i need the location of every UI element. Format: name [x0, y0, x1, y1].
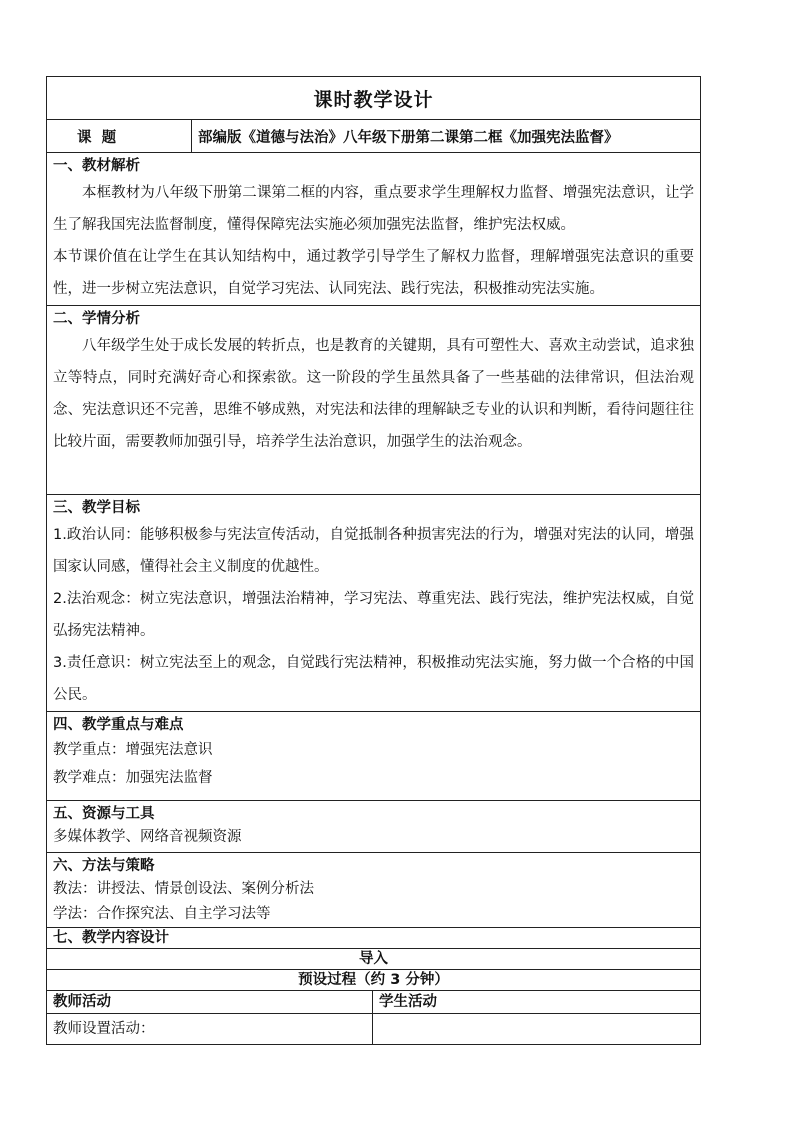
section-key-points	[47, 712, 701, 801]
goal-item: 1.政治认同：能够积极参与宪法宣传活动，自觉抵制各种损害宪法的行为，增强对宪法的认同，增强国家认同感，懂得社会主义制度的优越性。	[53, 527, 695, 575]
student-activity-cell	[373, 1014, 701, 1045]
section-heading: 六、方法与策略	[53, 858, 155, 874]
lesson-plan-page	[46, 76, 700, 1045]
key-point: 教学重点：增强宪法意识	[53, 742, 213, 758]
difficulty-point: 教学难点：加强宪法监督	[53, 770, 213, 786]
intro-row	[47, 949, 701, 970]
section-heading: 五、资源与工具	[53, 806, 155, 822]
teaching-method: 教法：讲授法、情景创设法、案例分析法	[53, 881, 314, 897]
section-methods	[47, 853, 701, 928]
section-student-analysis	[47, 306, 701, 495]
section-heading: 七、教学内容设计	[53, 930, 169, 946]
goal-item: 3.责任意识：树立宪法至上的观念，自觉践行宪法精神，积极推动宪法实施，努力做一个合格的中国公民。	[53, 655, 695, 703]
topic-value: 部编版《道德与法治》八年级下册第二课第二框《加强宪法监督》	[192, 120, 701, 153]
section-textbook-analysis	[47, 153, 701, 306]
intro-label: 导入	[47, 949, 701, 970]
paragraph: 八年级学生处于成长发展的转折点，也是教育的关键期，具有可塑性大、喜欢主动尝试，追求独立等特点，同时充满好奇心和探索欲。这一阶段的学生虽然具备了一些基础的法律常识，但法治观念、宪法意识还不完善，思维不够成熟，对宪法和法律的理解缺乏专业的认识和判断，看待问题往往比较片面，需要教师加强引导，培养学生法治意识，加强学生的法治观念。	[53, 338, 695, 450]
resources-content: 多媒体教学、网络音视频资源	[53, 829, 242, 845]
section-heading: 四、教学重点与难点	[53, 717, 184, 733]
goal-item: 2.法治观念：树立宪法意识，增强法治精神，学习宪法、尊重宪法、践行宪法，维护宪法权威，自觉弘扬宪法精神。	[53, 591, 695, 639]
section-content-design	[47, 928, 701, 949]
activity-row	[47, 1014, 701, 1045]
paragraph: 本节课价值在让学生在其认知结构中，通过教学引导学生了解权力监督，理解增强宪法意识的重要性，进一步树立宪法意识，自觉学习宪法、认同宪法、践行宪法，积极推动宪法实施。	[53, 249, 695, 297]
student-activity-header: 学生活动	[373, 991, 701, 1014]
section-heading: 一、教材解析	[53, 158, 140, 174]
process-row	[47, 970, 701, 991]
section-teaching-goals	[47, 495, 701, 712]
teacher-activity-cell: 教师设置活动：	[47, 1014, 373, 1045]
topic-label: 课 题	[47, 120, 192, 153]
section-heading: 三、教学目标	[53, 500, 140, 516]
process-label: 预设过程（约 3 分钟）	[47, 970, 701, 991]
paragraph: 本框教材为八年级下册第二课第二框的内容，重点要求学生理解权力监督、增强宪法意识，让学生了解我国宪法监督制度，懂得保障宪法实施必须加强宪法监督，维护宪法权威。	[53, 185, 695, 233]
lesson-plan-table	[46, 76, 701, 1045]
title-row	[47, 77, 701, 120]
document-title: 课时教学设计	[47, 77, 701, 120]
section-resources	[47, 801, 701, 853]
topic-row	[47, 120, 701, 153]
activity-header-row	[47, 991, 701, 1014]
teacher-activity-header: 教师活动	[47, 991, 373, 1014]
section-heading: 二、学情分析	[53, 311, 140, 327]
learning-method: 学法：合作探究法、自主学习法等	[53, 906, 271, 922]
